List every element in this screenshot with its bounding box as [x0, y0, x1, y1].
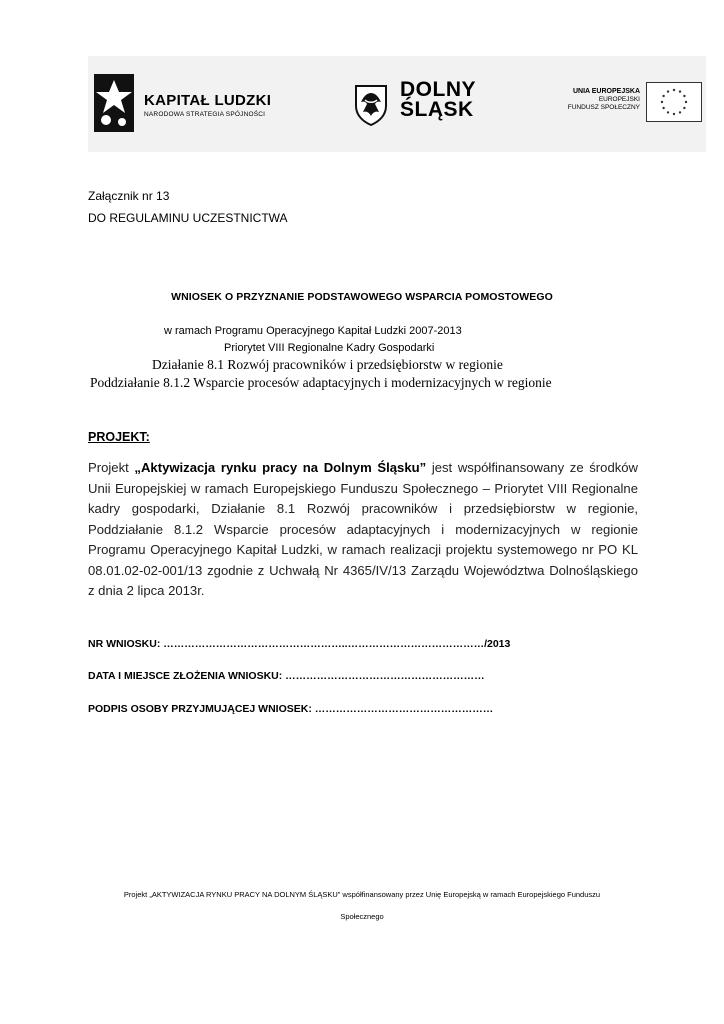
header-logos [88, 56, 706, 152]
eu-star-icon [673, 113, 675, 115]
dolny-slask-line1: DOLNY [400, 78, 476, 101]
annex-block [88, 185, 288, 229]
project-paragraph [88, 458, 638, 602]
application-number-field: NR WNIOSKU: ……………………………………………..…………………………………/2013 [88, 638, 511, 650]
dolny-slask-line2: ŚLĄSK [400, 98, 474, 121]
programme-line-3: Działanie 8.1 Rozwój pracowników i przedsiębiorstw w regionie [152, 357, 503, 372]
kapital-ludzki-text [144, 93, 271, 118]
eu-star-icon [667, 111, 669, 113]
ue-title: UNIA EUROPEJSKA [572, 88, 640, 95]
project-name: „Aktywizacja rynku pracy na Dolnym Śląsku” [134, 460, 427, 475]
document-title: WNIOSEK O PRZYZNANIE PODSTAWOWEGO WSPARCIA POMOSTOWEGO [171, 291, 553, 303]
kapital-ludzki-subtitle: NARODOWA STRATEGIA SPÓJNOŚCI [144, 111, 266, 118]
project-heading: PROJEKT: [88, 430, 150, 444]
eu-star-icon [661, 101, 663, 103]
eu-star-icon [685, 101, 687, 103]
kapital-ludzki-logo-icon [94, 74, 134, 132]
footer [0, 884, 724, 928]
footer-line-2: Społecznego [340, 912, 384, 921]
project-prefix: Projekt [88, 460, 135, 475]
dolny-slask-text [400, 80, 476, 120]
eu-flag-icon [646, 82, 702, 122]
eu-star-icon [662, 95, 664, 97]
footer-line-1: Projekt „AKTYWIZACJA RYNKU PRACY NA DOLNYM ŚLĄSKU” współfinansowany przez Unię Europejską w ramach Europejskiego Funduszu [123, 890, 601, 899]
programme-line-1: w ramach Programu Operacyjnego Kapitał Ludzki 2007-2013 [164, 325, 462, 337]
eu-star-icon [679, 111, 681, 113]
annex-number: Załącznik nr 13 [88, 189, 170, 203]
submission-date-place-field: DATA I MIEJSCE ZŁOŻENIA WNIOSKU: ………………………………………………… [88, 670, 485, 682]
annex-regulation: DO REGULAMINU UCZESTNICTWA [88, 211, 288, 225]
programme-line-4: Poddziałanie 8.1.2 Wsparcie procesów adaptacyjnych i modernizacyjnych w regionie [90, 375, 552, 390]
eu-star-icon [679, 90, 681, 92]
project-text: jest współfinansowany ze środków Unii Europejskiej w ramach Europejskiego Funduszu Społecznego – Priorytet VIII Regionalne kadry gospodarki, Działanie 8.1 Rozwój pracowników i przedsiębiorstw w regionie, Poddziałanie 8.1.2 Wsparcie procesów adaptacyjnych i modernizacyjnych w regionie Programu Operacyjnego Kapitał Ludzki, w ramach realizacji projektu systemowego nr PO KL 08.01.02-02-001/13 zgodnie z Uchwałą Nr 4365/IV/13 Zarządu Województwa Dolnośląskiego z dnia 2 lipca 2013r. [88, 460, 639, 598]
eu-star-icon [683, 95, 685, 97]
dolny-slask-crest-icon [354, 84, 388, 126]
ue-line2: EUROPEJSKI [598, 96, 640, 103]
ue-line3: FUNDUSZ SPOŁECZNY [567, 104, 640, 111]
receiver-signature-field: PODPIS OSOBY PRZYJMUJĄCEJ WNIOSEK: …………………………………………… [88, 703, 494, 715]
programme-line-2: Priorytet VIII Regionalne Kadry Gospodarki [224, 342, 435, 354]
eu-star-icon [683, 107, 685, 109]
eu-star-icon [673, 89, 675, 91]
ue-text [550, 88, 640, 112]
eu-star-icon [662, 107, 664, 109]
eu-star-icon [667, 90, 669, 92]
kapital-ludzki-title: KAPITAŁ LUDZKI [144, 92, 272, 109]
